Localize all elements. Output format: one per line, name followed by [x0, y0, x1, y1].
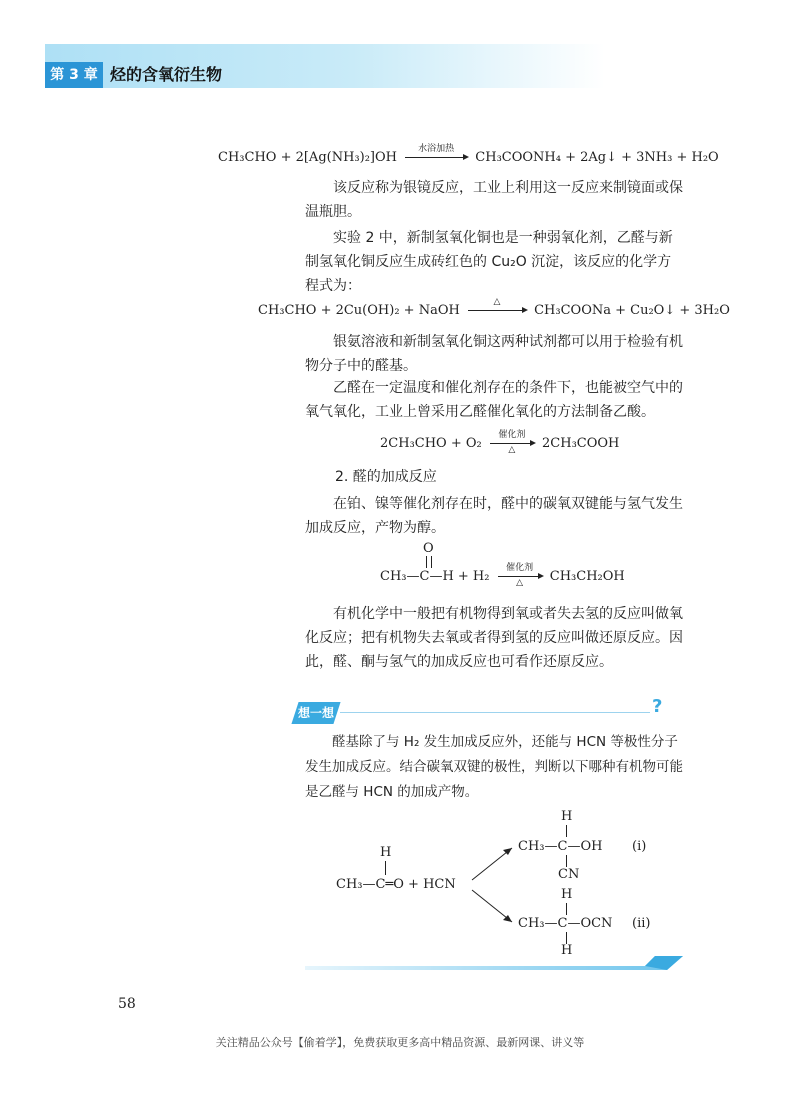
section-title: 2. 醛的加成反应 [335, 469, 437, 485]
reactant: CH₃—C═O + HCN [336, 877, 456, 892]
page-number: 58 [118, 996, 136, 1012]
eq2-right: CH₃COONa + Cu₂O↓ + 3H₂O [534, 303, 730, 318]
eq4-condition-bottom: △ [516, 578, 524, 588]
paragraph: 实验 2 中，新制氢氧化铜也是一种弱氧化剂，乙醛与新制氢氧化铜反应生成砖红色的 Cu₂O 沉淀，该反应的化学方程式为： [305, 230, 673, 294]
eq4-condition-top: 催化剂 [506, 563, 534, 573]
eq1-condition: 水浴加热 [418, 144, 455, 154]
eq4-right: CH₃CH₂OH [549, 569, 625, 584]
product2-hydrogen-bottom: H [561, 943, 573, 958]
eq3-left: 2CH₃CHO + O₂ [380, 436, 482, 451]
box-bottom-bar [305, 954, 685, 972]
eq3-condition-bottom: △ [508, 445, 516, 455]
reactant-hydrogen: H [380, 845, 392, 860]
paragraph: 在铂、镍等催化剂存在时，醛中的碳氧双键能与氢气发生加成反应，产物为醇。 [305, 496, 683, 536]
product1-label: (i) [632, 839, 647, 854]
carbonyl-oxygen: O [423, 541, 434, 556]
paragraph: 乙醛在一定温度和催化剂存在的条件下，也能被空气中的氧气氧化，工业上曾采用乙醛催化氧化的方法制备乙酸。 [305, 380, 683, 420]
eq1-right: CH₃COONH₄ + 2Ag↓ + 3NH₃ + H₂O [475, 150, 719, 165]
chapter-number: 第 3 章 [45, 62, 103, 88]
eq1-left: CH₃CHO + 2[Ag(NH₃)₂]OH [218, 150, 397, 165]
bond [566, 825, 567, 837]
eq4-left: CH₃—C—H + H₂ [380, 569, 490, 584]
product1-hydrogen: H [561, 809, 573, 824]
chapter-title: 烃的含氧衍生物 [110, 65, 223, 84]
eq3-right: 2CH₃COOH [542, 436, 620, 451]
product2: CH₃—C—OCN [518, 916, 613, 931]
product2-hydrogen-top: H [561, 887, 573, 902]
bond [566, 855, 567, 867]
eq3-condition-top: 催化剂 [498, 430, 526, 440]
paragraph: 该反应称为银镜反应，工业上利用这一反应来制镜面或保温瓶胆。 [305, 180, 683, 220]
product1-cyano: CN [558, 867, 580, 882]
bond [566, 903, 567, 915]
paragraph: 有机化学中一般把有机物得到氧或者失去氢的反应叫做氧化反应；把有机物失去氧或者得到氢的反应叫做还原反应。因此，醛、酮与氢气的加成反应也可看作还原反应。 [305, 606, 683, 670]
eq2-left: CH₃CHO + 2Cu(OH)₂ + NaOH [258, 303, 460, 318]
product2-label: (ii) [632, 916, 651, 931]
paragraph: 银氨溶液和新制氢氧化铜这两种试剂都可以用于检验有机物分子中的醛基。 [305, 334, 683, 374]
think-label: 想一想 [298, 706, 335, 720]
question-mark-icon: ? [652, 696, 663, 717]
eq2-condition: △ [493, 297, 501, 307]
think-question-text: 醛基除了与 H₂ 发生加成反应外，还能与 HCN 等极性分子发生加成反应。结合碳氧双键的极性，判断以下哪种有机物可能是乙醛与 HCN 的加成产物。 [305, 734, 683, 800]
footer-note: 关注精品公众号【偷着学】，免费获取更多高中精品资源、最新网课、讲义等 [215, 1036, 585, 1049]
product1: CH₃—C—OH [518, 839, 603, 854]
